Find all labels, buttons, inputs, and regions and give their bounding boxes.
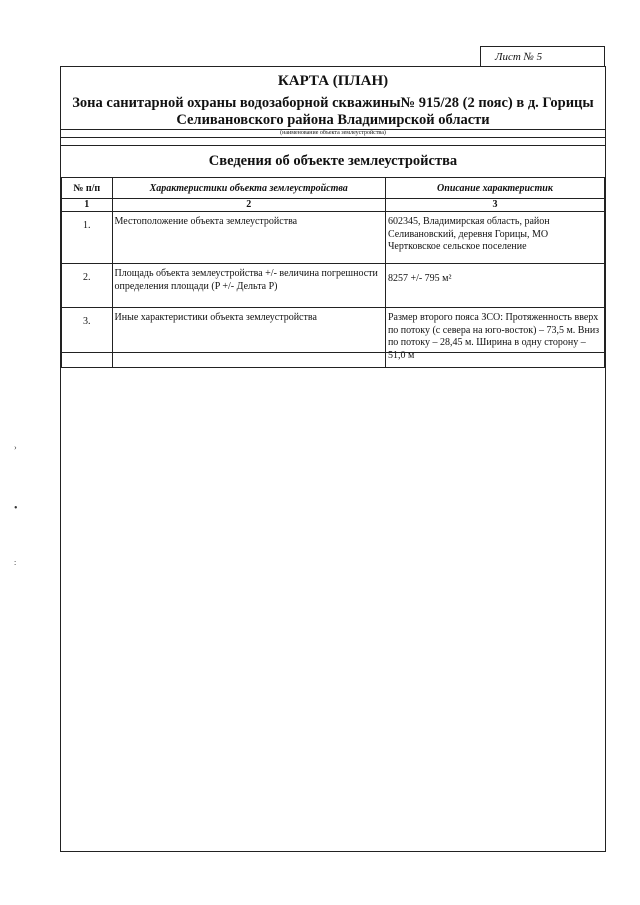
table-header-row (62, 178, 605, 199)
row-characteristic: Площадь объекта землеустройства +/- величина погрешности определения площади (P +/- Дельта P) (112, 264, 385, 308)
column-number: 1 (62, 199, 113, 212)
section-title: Сведения об объекте землеустройства (208, 153, 458, 169)
divider (61, 145, 605, 146)
scan-mark: : (14, 558, 17, 567)
row-characteristic: Иные характеристики объекта землеустройства (112, 308, 385, 368)
header-num: № п/п (62, 178, 113, 199)
row-characteristic: Местоположение объекта землеустройства (112, 212, 385, 264)
header-characteristic: Характеристики объекта землеустройства (112, 178, 385, 199)
scan-mark: • (14, 503, 18, 514)
title-note: (наименование объекта землеустройства) (280, 130, 386, 136)
row-num: 3. (62, 308, 113, 368)
sheet-number: Лист № 5 (480, 46, 605, 66)
info-table (61, 177, 605, 368)
row-description: 602345, Владимирская область, район Селивановский, деревня Горицы, МО Чертковское сельское поселение (385, 212, 604, 264)
title-block (61, 67, 605, 138)
table-row (62, 308, 605, 368)
divider (61, 352, 605, 353)
column-number: 2 (112, 199, 385, 212)
row-description: Размер второго пояса ЗСО: Протяженность вверх по потоку (с севера на юго-восток) – 73,5 м. Вниз по потоку – 28,45 м. Ширина в одну сторону – 51,0 м (385, 308, 604, 368)
row-num: 1. (62, 212, 113, 264)
row-description: 8257 +/- 795 м² (385, 264, 604, 308)
table-row (62, 264, 605, 308)
page-title: КАРТА (ПЛАН) (277, 73, 389, 89)
table-row (62, 212, 605, 264)
page-subtitle: Зона санитарной охраны водозаборной скважины№ 915/28 (2 пояс) в д. Горицы Селивановского района Владимирской области (72, 95, 594, 128)
document-frame (60, 66, 606, 852)
column-number-row (62, 199, 605, 212)
scan-mark: › (14, 443, 17, 452)
row-num: 2. (62, 264, 113, 308)
column-number: 3 (385, 199, 604, 212)
header-description: Описание характеристик (385, 178, 604, 199)
